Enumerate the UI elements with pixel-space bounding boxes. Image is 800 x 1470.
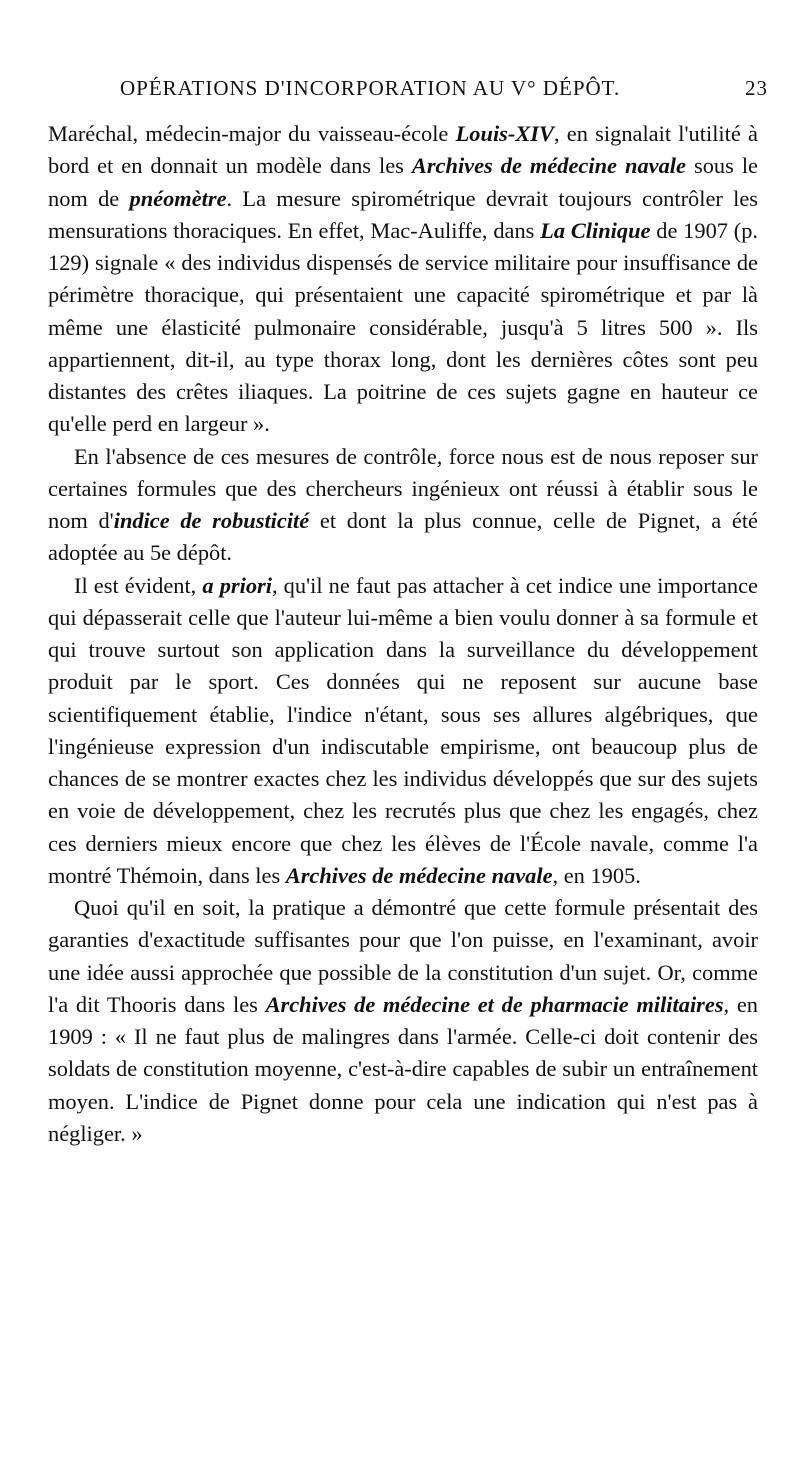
text-run: , en signalait l'utilité à bord et en donnait un modèle dans les [48, 121, 758, 179]
text-run: Maréchal, médecin-major du vaisseau-école [48, 121, 456, 146]
running-title: OPÉRATIONS D'INCORPORATION AU V° DÉPÔT. [120, 76, 621, 100]
text-run: sous le nom de [48, 153, 758, 211]
italic-run: indice de robusticité [113, 508, 310, 533]
italic-run: a priori [202, 572, 272, 598]
paragraph-2 [48, 441, 758, 570]
text-run: et dont la plus connue, celle de Pignet, a été adoptée au 5e dépôt. [48, 508, 758, 566]
italic-run: Archives de médecine et de pharmacie militaires [265, 991, 724, 1017]
text-run: , qu'il ne faut pas attacher à cet indice une importance qui dépasserait celle que l'auteur lui-même a bien voulu donner à sa formule et qui trouve surtout son application dans la surveillance du développement produit par le sport. Ces données qui ne reposent sur aucune base scientifiquement établie, l'indice n'étant, sous ses allures algébriques, que l'ingénieuse expression d'un indiscutable empirisme, ont beaucoup plus de chances de se montrer exactes chez les individus développés que sur des sujets en voie de développement, chez les recrutés plus que chez les engagés, chez ces derniers mieux encore que chez les élèves de l'École navale, comme l'a montré Thémoin, dans les [48, 572, 758, 888]
text-run: , en 1909 : « Il ne faut plus de malingres dans l'armée. Celle-ci doit contenir des soldats de constitution moyenne, c'est-à-dire capables de subir un entraînement moyen. L'indice de Pignet donne pour cela une indication qui n'est pas à négliger. » [48, 991, 758, 1146]
italic-run: La Clinique [540, 217, 651, 243]
italic-run: Louis-XIV [455, 121, 554, 146]
paragraph-3 [48, 570, 758, 893]
text-run: Quoi qu'il en soit, la pratique a démontré que cette formule présentait des garanties d'exactitude suffisantes pour que l'on puisse, en l'examinant, avoir une idée aussi approchée que possible de la constitution d'un sujet. Or, comme l'a dit Thooris dans les [48, 895, 758, 1017]
text-run: de 1907 (p. 129) signale « des individus dispensés de service militaire pour insuffisance de périmètre thoracique, qui présentaient une capacité spirométrique et par là même une élasticité pulmonaire considérable, jusqu'à 5 litres 500 ». Ils appartiennent, dit-il, au type thorax long, dont les dernières côtes sont peu distantes des crêtes iliaques. La poitrine de ces sujets gagne en hauteur ce qu'elle perd en largeur ». [48, 217, 759, 437]
paragraph-1 [48, 118, 758, 441]
text-run: , en 1905. [552, 862, 641, 888]
italic-run: Archives de médecine navale [411, 153, 686, 179]
paragraph-4 [48, 892, 758, 1150]
text-run: En l'absence de ces mesures de contrôle, force nous est de nous reposer sur certaines formules que des chercheurs ingénieux ont réussi à établir sous le nom d' [48, 443, 758, 533]
text-run: Il est évident, [74, 572, 203, 598]
body-text [48, 118, 758, 1150]
page-number: 23 [745, 76, 768, 100]
italic-run: Archives de médecine navale [285, 862, 553, 888]
text-run: . La mesure spirométrique devrait toujours contrôler les mensurations thoraciques. En effet, Mac-Auliffe, dans [48, 185, 758, 243]
italic-run: pnéomètre [129, 185, 227, 211]
page-header [48, 76, 768, 110]
